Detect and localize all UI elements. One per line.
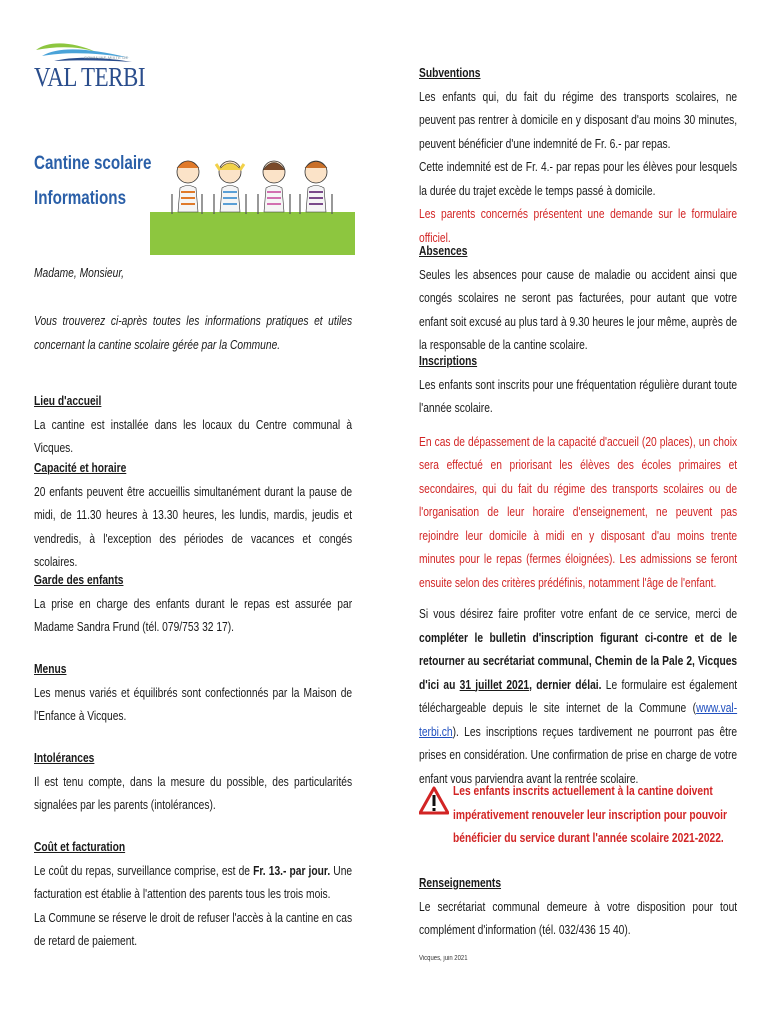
children-dining-illustration: [150, 150, 355, 255]
service-text-a: Si vous désirez faire profiter votre enfant de ce service, merci de: [419, 607, 738, 621]
intolerances-text: Il est tenu compte, dans la mesure du possible, des particularités signalées par les parents (intolérances).: [34, 774, 353, 812]
cout-text-a: Le coût du repas, surveillance comprise, est de: [34, 863, 254, 878]
child-4-icon: [305, 161, 327, 212]
warning-icon: [419, 786, 449, 816]
lieu-heading: Lieu d'accueil: [34, 394, 102, 408]
capacite-heading: Capacité et horaire: [34, 461, 127, 475]
logo-small-text: COMMUNE MIXTE DE: [84, 55, 129, 60]
inscriptions-text: Les enfants sont inscrits pour une fréquentation régulière durant toute l'année scolaire.: [419, 377, 738, 415]
renseignements-heading: Renseignements: [419, 876, 502, 890]
service-bold-a: compléter le bulletin d'inscription figurant ci-contre et de le retourner au secrétariat communal, Chemin de la Pale 2, Vicques d'ici au: [419, 630, 738, 692]
absences-heading: Absences: [419, 244, 468, 258]
section-lieu: [34, 390, 352, 461]
capacite-text: 20 enfants peuvent être accueillis simultanément durant la pause de midi, de 11.30 heures à 13.30 heures, les lundis, mardis, jeudis et vendredis, à l'exception des périodes de vacances et congés scolaires.: [34, 484, 353, 569]
section-cout: [34, 836, 352, 954]
warning-text: Les enfants inscrits actuellement à la cantine doivent impérativement renouveler leur inscription pour pouvoir bénéficier du service durant l'année scolaire 2021-2022.: [453, 784, 727, 845]
inscriptions-heading: Inscriptions: [419, 354, 478, 368]
garde-heading: Garde des enfants: [34, 573, 124, 587]
child-1-icon: [177, 161, 199, 212]
service-text: [419, 603, 737, 791]
cout-text-b: Une facturation est établie à l'attention des parents tous les trois mois.: [34, 863, 353, 901]
logo-swoosh-icon: [34, 40, 134, 64]
cout-price: Fr. 13.- par jour.: [253, 863, 331, 878]
title-line-1: Cantine scolaire: [34, 153, 152, 174]
menus-text: Les menus variés et équilibrés sont confectionnés par la Maison de l'Enfance à Vicques.: [34, 685, 353, 723]
section-inscriptions: [419, 350, 737, 595]
child-2-icon: [216, 161, 244, 212]
lieu-text: La cantine est installée dans les locaux du Centre communal à Vicques.: [34, 417, 353, 455]
title-line-2: Informations: [34, 188, 127, 209]
service-text-c: ). Les inscriptions reçues tardivement ne pourront pas être prises en considération. Une confirmation de prise en charge de votre enfant vous parviendra avant la rentrée scolaire.: [419, 724, 738, 786]
service-text-b: Le formulaire est également téléchargeable depuis le site internet de la Commune (: [419, 677, 738, 715]
absences-text: Seules les absences pour cause de maladie ou accident ainsi que congés scolaires ne seront pas facturées, pour autant que votre enfant soit excusé au plus tard à 9.30 heures le jour même, auprès de la responsable de la cantine scolaire.: [419, 267, 738, 352]
subventions-text-2: Cette indemnité est de Fr. 4.- par repas pour les élèves pour lesquels la durée du trajet excède le temps passé à domicile.: [419, 160, 738, 198]
page-title: [34, 146, 151, 216]
val-terbi-logo: [34, 40, 146, 94]
renseignements-text: Le secrétariat communal demeure à votre disposition pour tout complément d'information (tél. 032/436 15 40).: [419, 899, 738, 937]
salutation: Madame, Monsieur,: [34, 266, 125, 280]
cout-text: [34, 860, 352, 907]
section-renseignements: [419, 872, 737, 943]
logo-name: VAL TERBI: [34, 62, 146, 92]
section-garde: [34, 569, 352, 640]
subventions-text-3: Les parents concernés présentent une demande sur le formulaire officiel.: [419, 207, 738, 245]
child-3-icon: [263, 161, 285, 212]
section-capacite: [34, 457, 352, 575]
section-absences: [419, 240, 737, 358]
inscriptions-red-text: En cas de dépassement de la capacité d'accueil (20 places), un choix sera effectué en priorisant les élèves des écoles primaires et secondaires, qui du fait du régime des transports scolaires ou de l'organisation de leur horaire d'enseignement, ne peuvent pas rejoindre leur domicile à midi en y disposant d'au moins trente minutes pour le repas (fermes éloignées). Les admissions se feront ensuite selon des critères prédéfinis, notamment l'âge de l'enfant.: [419, 434, 738, 590]
section-menus: [34, 658, 352, 729]
section-subventions: [419, 62, 737, 250]
intro-text: Vous trouverez ci-après toutes les informations pratiques et utiles concernant la cantine scolaire gérée par la Commune.: [34, 314, 353, 352]
document-date: Vicques, juin 2021: [419, 955, 468, 962]
intolerances-heading: Intolérances: [34, 751, 95, 765]
garde-text: La prise en charge des enfants durant le repas est assurée par Madame Sandra Frund (tél. 079/753 32 17).: [34, 596, 353, 634]
cout-heading: Coût et facturation: [34, 840, 126, 854]
cout-refus-text: La Commune se réserve le droit de refuser l'accès à la cantine en cas de retard de paiement.: [34, 910, 353, 948]
deadline-date: 31 juillet 2021: [459, 677, 530, 692]
subventions-text-1: Les enfants qui, du fait du régime des transports scolaires, ne peuvent pas rentrer à domicile en y disposant d'au moins 30 minutes, peuvent bénéficier d'une indemnité de Fr. 6.- par repas.: [419, 89, 738, 151]
subventions-heading: Subventions: [419, 66, 481, 80]
section-intolerances: [34, 747, 352, 818]
website-link[interactable]: www.val-terbi.ch: [419, 701, 738, 739]
menus-heading: Menus: [34, 662, 67, 676]
service-bold-b: , dernier délai.: [529, 677, 602, 692]
warning-box: [419, 780, 737, 860]
